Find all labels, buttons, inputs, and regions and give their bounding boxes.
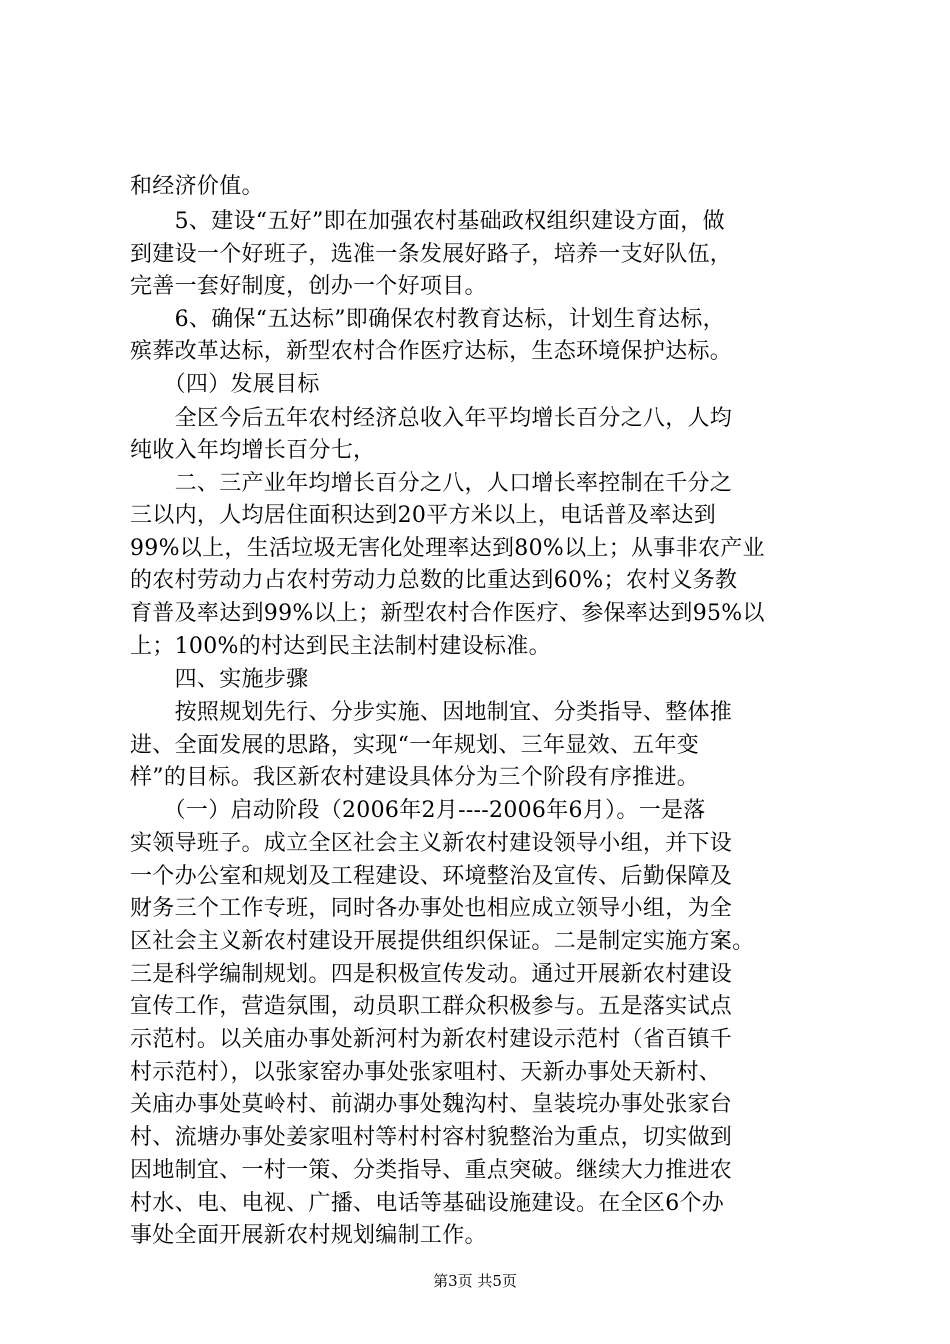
text-line: 示范村。以关庙办事处新河村为新农村建设示范村（省百镇千 [130, 1027, 733, 1052]
text-line: 一个办公室和规划及工程建设、环境整治及宣传、后勤保障及 [130, 864, 733, 889]
text-line: 99%以上，生活垃圾无害化处理率达到80%以上；从事非农产业 [130, 536, 765, 561]
text-line: 上；100%的村达到民主法制村建设标准。 [130, 634, 551, 659]
text-line: 财务三个工作专班，同时各办事处也相应成立领导小组，为全 [130, 896, 733, 921]
text-line: 到建设一个好班子，选准一条发展好路子，培养一支好队伍， [130, 242, 733, 267]
text-line: 区社会主义新农村建设开展提供组织保证。二是制定实施方案。 [130, 929, 755, 954]
text-line: 纯收入年均增长百分七， [130, 438, 376, 463]
text-line: 的农村劳动力占农村劳动力总数的比重达到60%；农村义务教 [130, 568, 738, 593]
text-line: 5、建设“五好”即在加强农村基础政权组织建设方面，做 [130, 209, 725, 234]
text-line: 按照规划先行、分步实施、因地制宜、分类指导、整体推 [130, 700, 733, 725]
section-heading: 四、实施步骤 [130, 667, 309, 692]
section-heading: （四）发展目标 [130, 372, 320, 397]
text-line: 宣传工作，营造氛围，动员职工群众积极参与。五是落实试点 [130, 994, 733, 1019]
text-line: 因地制宜、一村一策、分类指导、重点突破。继续大力推进农 [130, 1158, 733, 1183]
text-line: 实领导班子。成立全区社会主义新农村建设领导小组，并下设 [130, 831, 733, 856]
text-line: 关庙办事处莫岭村、前湖办事处魏沟村、皇装垸办事处张家台 [130, 1092, 733, 1117]
text-line: 和经济价值。 [130, 174, 264, 199]
text-line: 事处全面开展新农村规划编制工作。 [130, 1223, 487, 1248]
text-line: 6、确保“五达标”即确保农村教育达标，计划生育达标， [130, 307, 725, 332]
text-line: 二、三产业年均增长百分之八，人口增长率控制在千分之 [130, 471, 733, 496]
text-line: 育普及率达到99%以上；新型农村合作医疗、参保率达到95%以 [130, 601, 765, 626]
text-line: 村、流塘办事处姜家咀村等村村容村貌整治为重点，切实做到 [130, 1125, 733, 1150]
text-line: 完善一套好制度，创办一个好项目。 [130, 274, 487, 299]
text-line: 三以内，人均居住面积达到20平方米以上，电话普及率达到 [130, 503, 717, 528]
text-line: 村水、电、电视、广播、电话等基础设施建设。在全区6个办 [130, 1191, 725, 1216]
page-footer: 第3页 共5页 [433, 1272, 517, 1290]
text-line: 样”的目标。我区新农村建设具体分为三个阶段有序推进。 [130, 765, 700, 790]
text-line: 殡葬改革达标，新型农村合作医疗达标，生态环境保护达标。 [130, 339, 733, 364]
text-line: 进、全面发展的思路，实现“一年规划、三年显效、五年变 [130, 733, 700, 758]
text-line: 村示范村），以张家窑办事处张家咀村、天新办事处天新村、 [130, 1060, 722, 1085]
text-line: 全区今后五年农村经济总收入年平均增长百分之八，人均 [130, 406, 733, 431]
text-line: 三是科学编制规划。四是积极宣传发动。通过开展新农村建设 [130, 962, 733, 987]
text-line: （一）启动阶段（2006年2月----2006年6月）。一是落 [130, 798, 706, 823]
